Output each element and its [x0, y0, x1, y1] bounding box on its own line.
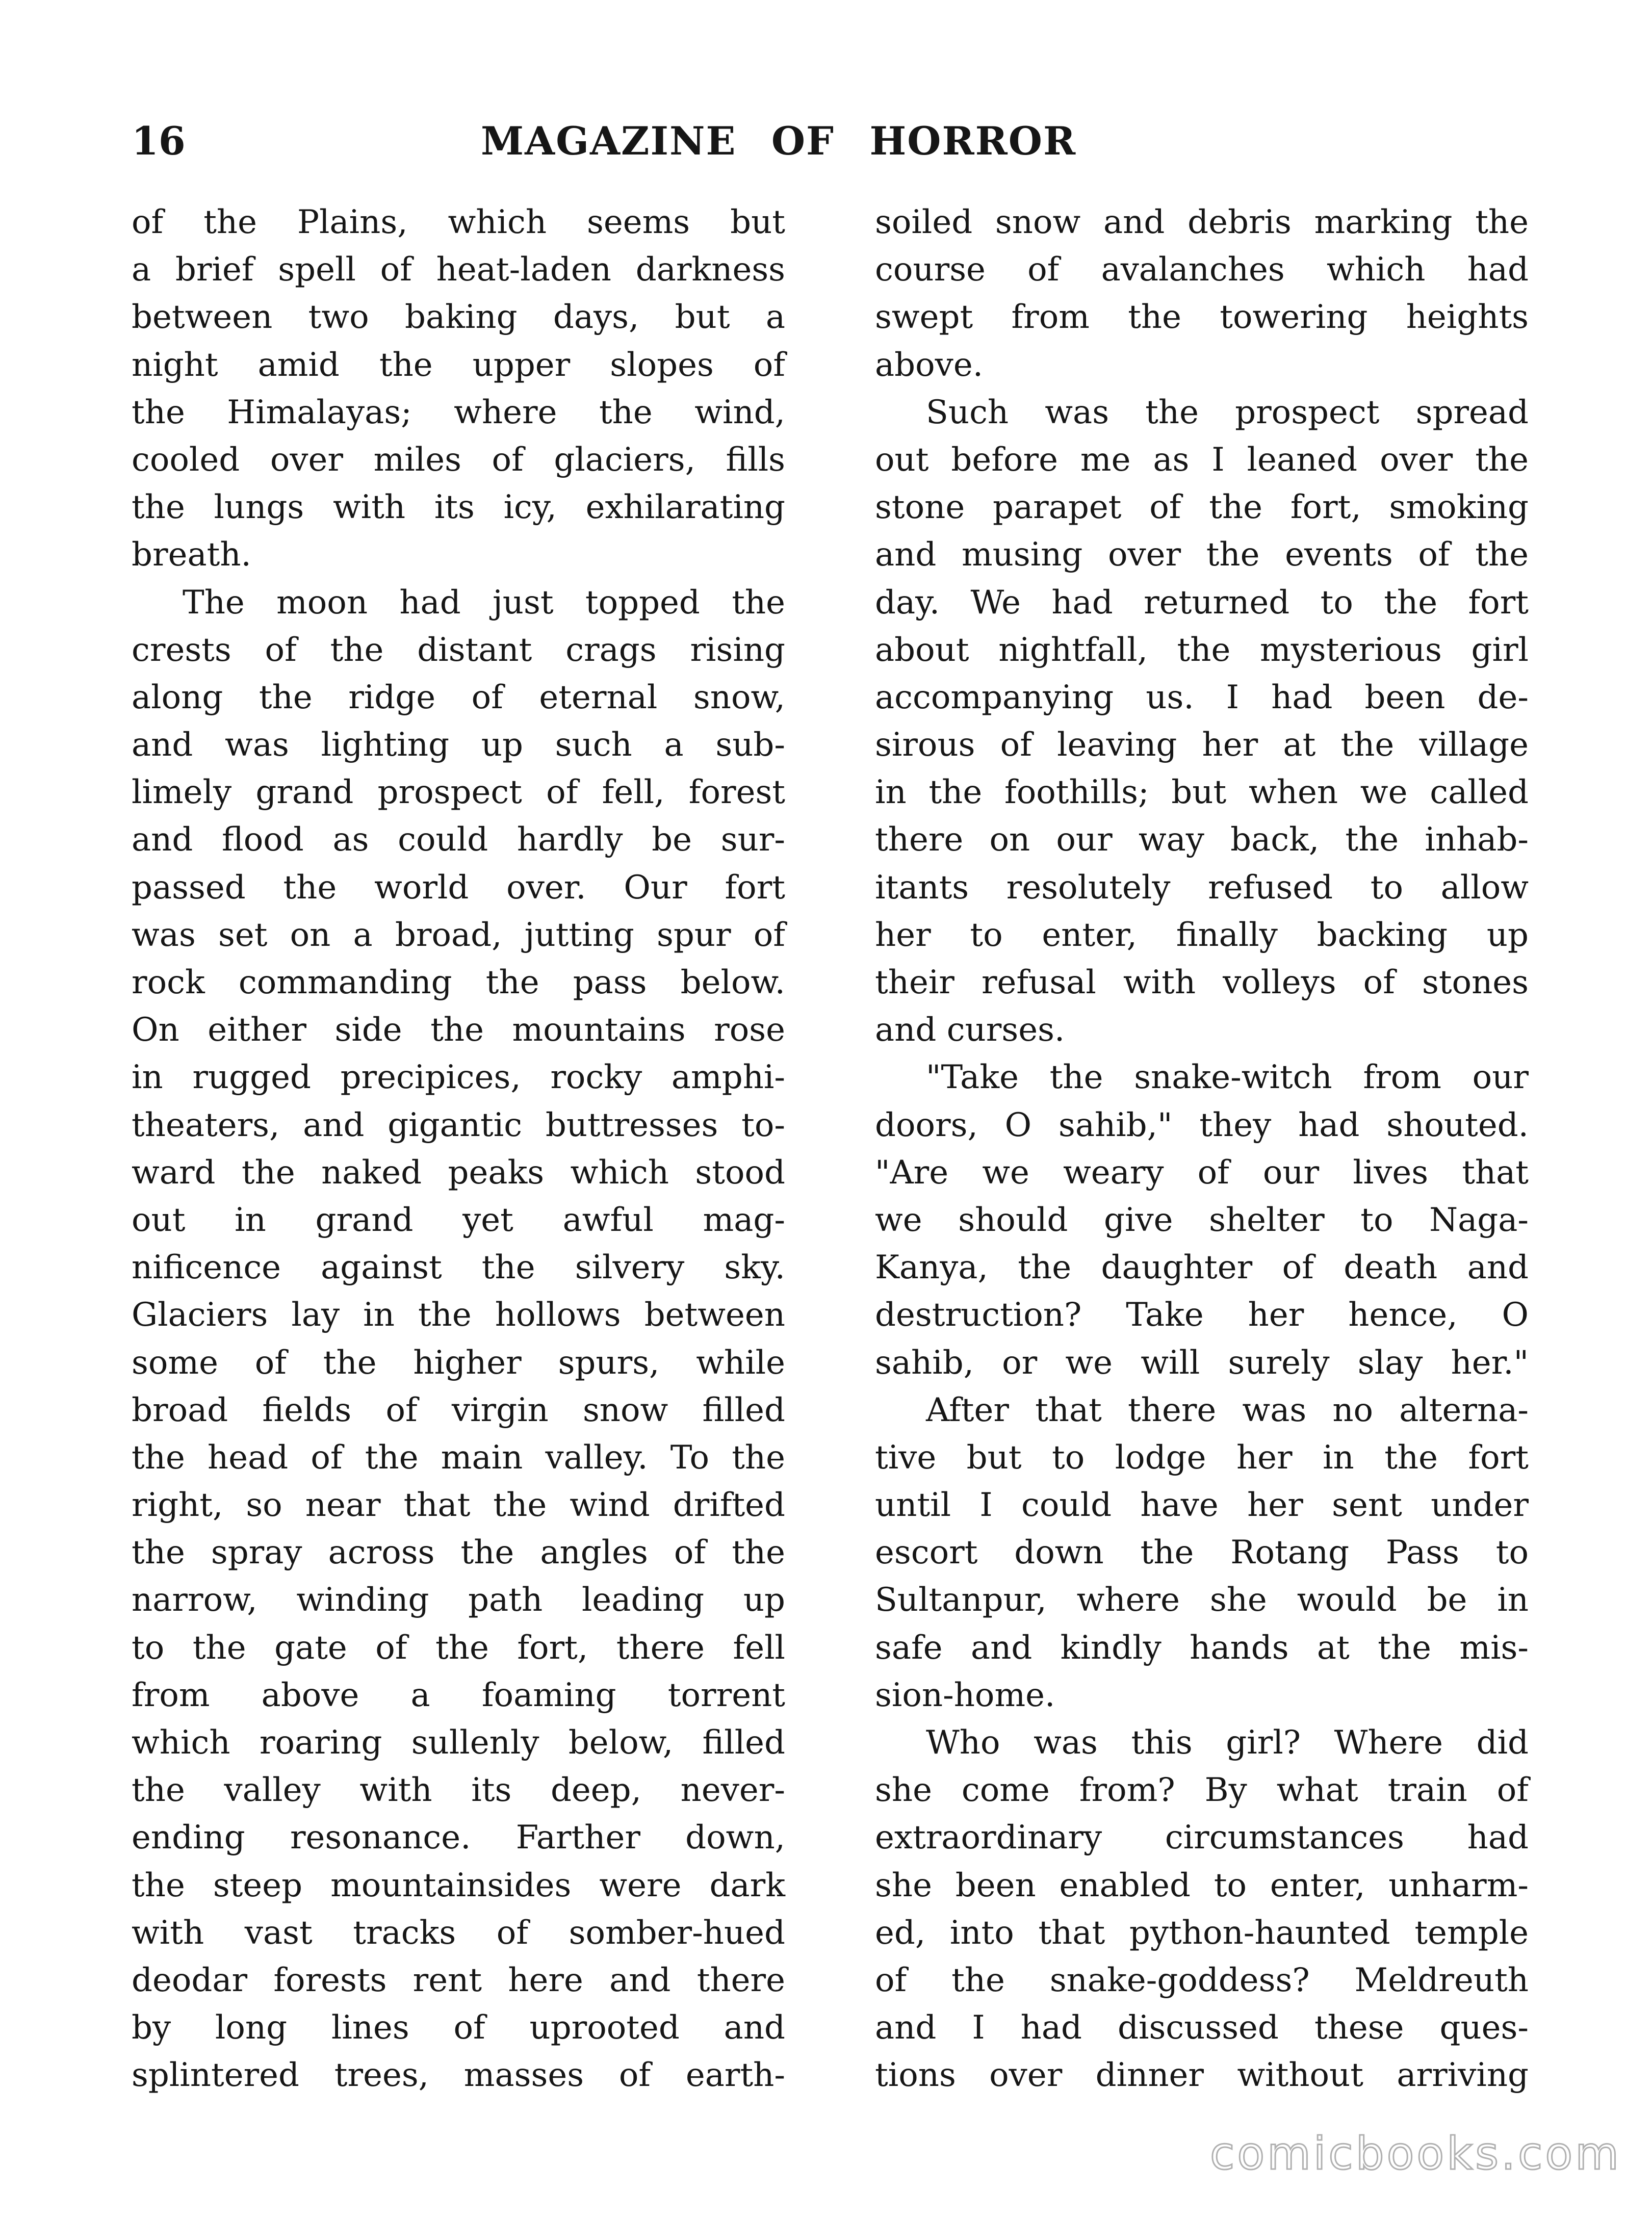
- text-line: Kanya, the daughter of death and: [875, 1249, 1529, 1287]
- text-line: and flood as could hardly be sur-: [132, 821, 785, 859]
- text-line: and was lighting up such a sub-: [132, 726, 785, 764]
- text-line: safe and kindly hands at the mis-: [875, 1629, 1529, 1667]
- text-line: between two baking days, but a: [132, 298, 785, 337]
- text-line: of the snake-goddess? Meldreuth: [875, 1961, 1529, 1999]
- text-line: about nightfall, the mysterious girl: [875, 631, 1529, 669]
- text-line: swept from the towering heights: [875, 298, 1529, 337]
- text-line: along the ridge of eternal snow,: [132, 678, 785, 716]
- text-line: which roaring sullenly below, filled: [132, 1724, 785, 1762]
- text-line: broad fields of virgin snow filled: [132, 1391, 785, 1429]
- text-line: by long lines of uprooted and: [132, 2009, 785, 2047]
- text-line: their refusal with volleys of stones: [875, 964, 1529, 1001]
- text-line: tive but to lodge her in the fort: [875, 1438, 1529, 1477]
- text-line: in the foothills; but when we called: [875, 773, 1529, 812]
- text-line: to the gate of the fort, there fell: [132, 1629, 785, 1667]
- text-line: with vast tracks of somber-hued: [132, 1914, 785, 1952]
- text-line: she been enabled to enter, unharm-: [875, 1866, 1529, 1904]
- text-line: her to enter, finally backing up: [875, 916, 1529, 954]
- text-line: a brief spell of heat-laden darkness: [132, 251, 785, 289]
- text-line: Who was this girl? Where did: [926, 1724, 1529, 1762]
- text-line: and I had discussed these ques-: [875, 2009, 1529, 2047]
- text-line: out before me as I leaned over the: [875, 441, 1529, 479]
- text-line: of the Plains, which seems but: [132, 203, 785, 241]
- text-line: Such was the prospect spread: [926, 393, 1529, 431]
- text-line: accompanying us. I had been de-: [875, 678, 1529, 716]
- text-line: sahib, or we will surely slay her.": [875, 1344, 1529, 1382]
- text-line: passed the world over. Our fort: [132, 868, 785, 907]
- text-line: the lungs with its icy, exhilarating: [132, 488, 785, 527]
- text-line: ending resonance. Farther down,: [132, 1819, 785, 1857]
- text-line: right, so near that the wind drifted: [132, 1486, 785, 1525]
- text-line: On either side the mountains rose: [132, 1011, 785, 1049]
- page-header: [132, 113, 1539, 169]
- text-line: from above a foaming torrent: [132, 1676, 785, 1714]
- text-line: stone parapet of the fort, smoking: [875, 488, 1529, 527]
- text-line: course of avalanches which had: [875, 251, 1529, 289]
- text-line: until I could have her sent under: [875, 1486, 1529, 1525]
- text-line: soiled snow and debris marking the: [875, 203, 1529, 241]
- text-line: sirous of leaving her at the village: [875, 726, 1529, 764]
- text-line: the Himalayas; where the wind,: [132, 393, 785, 431]
- text-line: out in grand yet awful mag-: [132, 1201, 785, 1239]
- text-line: doors, O sahib," they had shouted.: [875, 1106, 1529, 1144]
- text-line: "Take the snake-witch from our: [926, 1059, 1529, 1097]
- running-title: MAGAZINE OF HORROR: [481, 118, 1077, 164]
- text-line: theaters, and gigantic buttresses to-: [132, 1106, 785, 1144]
- text-line: night amid the upper slopes of: [132, 346, 785, 384]
- text-line: escort down the Rotang Pass to: [875, 1534, 1529, 1572]
- text-line: ed, into that python-haunted temple: [875, 1914, 1529, 1952]
- text-line: tions over dinner without arriving: [875, 2056, 1529, 2095]
- left-column: [132, 199, 785, 2100]
- text-line: and musing over the events of the: [875, 536, 1529, 574]
- text-line: was set on a broad, jutting spur of: [132, 916, 785, 954]
- text-line: limely grand prospect of fell, forest: [132, 773, 785, 812]
- text-line: Glaciers lay in the hollows between: [132, 1296, 785, 1334]
- page-number: 16: [132, 118, 186, 164]
- text-line: the spray across the angles of the: [132, 1534, 785, 1572]
- watermark: comicbooks.com: [1209, 2127, 1621, 2180]
- text-line: The moon had just topped the: [183, 583, 785, 622]
- text-line: the head of the main valley. To the: [132, 1438, 785, 1477]
- text-line: extraordinary circumstances had: [875, 1819, 1529, 1857]
- text-line: ward the naked peaks which stood: [132, 1153, 785, 1192]
- text-line: she come from? By what train of: [875, 1771, 1529, 1810]
- text-line: nificence against the silvery sky.: [132, 1249, 785, 1287]
- text-line: destruction? Take her hence, O: [875, 1296, 1529, 1334]
- text-line: itants resolutely refused to allow: [875, 868, 1529, 907]
- text-line: the steep mountainsides were dark: [132, 1866, 785, 1904]
- text-line: narrow, winding path leading up: [132, 1581, 785, 1619]
- text-line: breath.: [132, 536, 251, 574]
- text-line: in rugged precipices, rocky amphi-: [132, 1059, 785, 1097]
- right-column: [875, 199, 1529, 2100]
- text-line: day. We had returned to the fort: [875, 583, 1529, 622]
- text-line: we should give shelter to Naga-: [875, 1201, 1529, 1239]
- text-line: and curses.: [875, 1011, 1065, 1049]
- text-line: rock commanding the pass below.: [132, 964, 785, 1001]
- text-line: crests of the distant crags rising: [132, 631, 785, 669]
- text-line: After that there was no alterna-: [926, 1391, 1529, 1429]
- text-line: above.: [875, 346, 984, 384]
- text-line: deodar forests rent here and there: [132, 1961, 785, 1999]
- text-line: the valley with its deep, never-: [132, 1771, 785, 1810]
- text-line: sion-home.: [875, 1676, 1055, 1714]
- text-line: some of the higher spurs, while: [132, 1344, 785, 1382]
- text-line: there on our way back, the inhab-: [875, 821, 1529, 859]
- text-line: cooled over miles of glaciers, fills: [132, 441, 785, 479]
- text-line: "Are we weary of our lives that: [875, 1153, 1529, 1192]
- text-line: splintered trees, masses of earth-: [132, 2056, 785, 2095]
- text-line: Sultanpur, where she would be in: [875, 1581, 1529, 1619]
